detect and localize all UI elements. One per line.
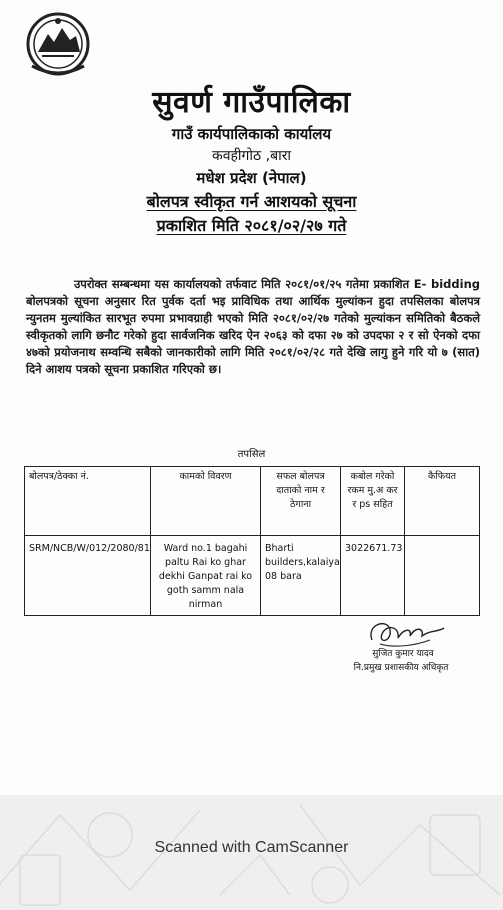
bid-table xyxy=(24,466,480,616)
cell-remarks xyxy=(405,536,480,616)
signatory-designation: नि.प्रमुख प्रशासकीय अधिकृत xyxy=(353,663,449,673)
table-row xyxy=(25,536,480,616)
table-caption: तपसिल xyxy=(237,449,266,460)
office-name: गाउँ कार्यपालिकाको कार्यालय xyxy=(171,125,332,143)
notice-body: उपरोक्त सम्बन्धमा यस कार्यालयको तर्फवाट मिति २०८१/०१/२५ गतेमा प्रकाशित E- bidding बोलपत्रको सूचना अनुसार रित पुर्वक दर्ता भइ प्राविधिक तथा आर्थिक मुल्यांकन हुदा तपसिलका बोलपत्र न्युनतम मुल्यांकित सारभूत रुपमा प्रभावग्राही भएको मिति २०८१/०२/२७ गतेको मुल्यांकन समितिको बैठकले स्वीकृतको लागि छनौट गरेको हुदा सार्वजनिक खरिद ऐन २०६३ को दफा २७ को उपदफा २ र सो ऐनको दफा ४७को प्रयोजनाथ सम्वन्धि सबैको जानकारीको लागि मिति २०८१/०२/२८ गते देखि लागु हुने गरि यो ७ (सात) दिने आशय पत्रको सूचना प्रकाशित गरिएको छ। xyxy=(26,277,480,376)
cell-bidder: Bharti builders,kalaiya 08 bara xyxy=(261,536,341,616)
signatory-name: सुजित कुमार यादव xyxy=(372,649,434,659)
cell-description: Ward no.1 bagahi paltu Rai ko ghar dekhi Ganpat rai ko goth samm nala nirman xyxy=(151,536,261,616)
scanner-footer xyxy=(0,795,503,910)
scanner-watermark-text: Scanned with CamScanner xyxy=(154,839,349,856)
header-amount: कबोल गरेको रकम मु.अ कर र ps सहित xyxy=(341,467,405,536)
cell-contract-no: SRM/NCB/W/012/2080/81 xyxy=(25,536,151,616)
government-emblem-icon xyxy=(18,8,98,82)
published-date: प्रकाशित मिति २०८१/०२/२७ गते xyxy=(156,216,347,235)
header-contract-no: बोलपत्र/ठेक्का नं. xyxy=(25,467,151,536)
office-location: कवहीगोठ ,बारा xyxy=(211,148,292,164)
header-bidder: सफल बोलपत्र दाताको नाम र ठेगाना xyxy=(261,467,341,536)
cell-amount: 3022671.73 xyxy=(341,536,405,616)
notice-title: बोलपत्र स्वीकृत गर्न आशयको सूचना xyxy=(146,192,357,211)
header-remarks: कैफियत xyxy=(405,467,480,536)
province-name: मधेश प्रदेश (नेपाल) xyxy=(196,169,307,187)
table-header-row xyxy=(25,467,480,536)
municipality-name: सुवर्ण गाउँपालिका xyxy=(152,85,351,120)
header-description: कामको विवरण xyxy=(151,467,261,536)
